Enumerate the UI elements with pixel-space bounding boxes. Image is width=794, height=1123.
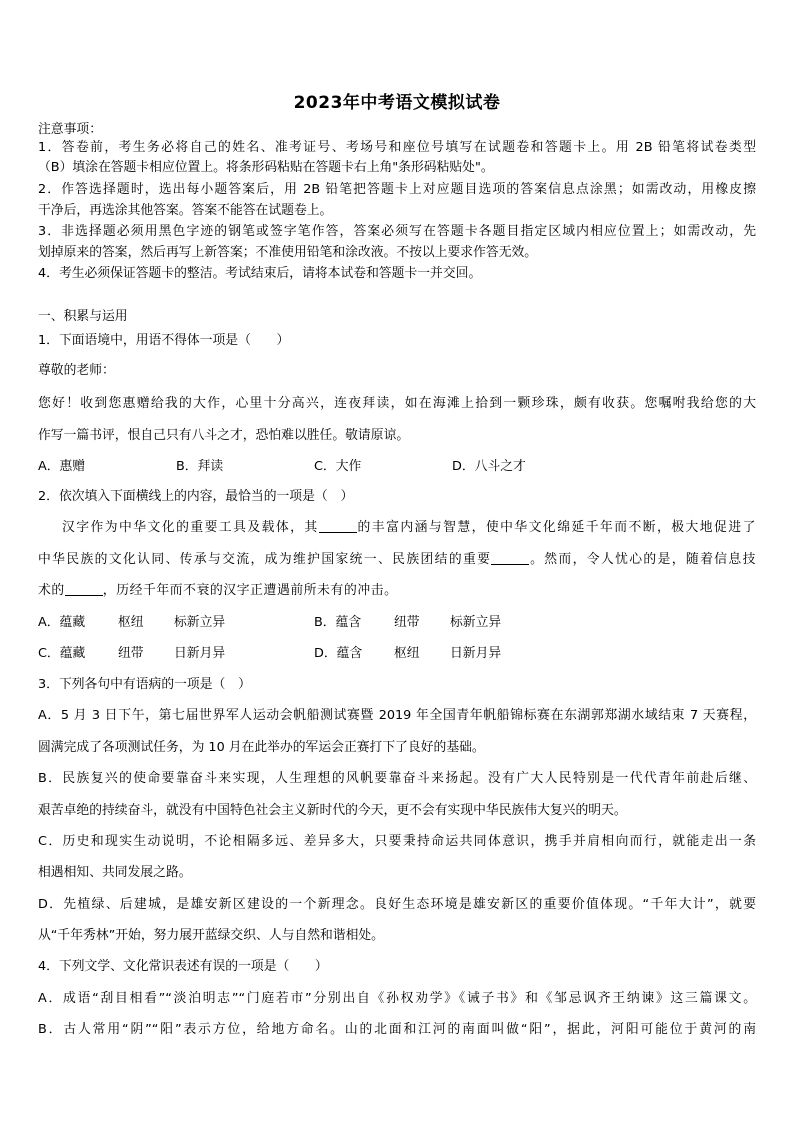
question-1-salutation: 尊敬的老师：	[38, 363, 115, 378]
notice-line-6: 划掉原来的答案，然后再写上新答案；不准使用铅笔和涂改液。不按以上要求作答无效。	[38, 245, 538, 260]
fill-blank-1	[319, 520, 357, 533]
question-3-stem: 3．下列各句中有语病的一项是（ ）	[38, 677, 251, 692]
question-2-option-a-word-3: 标新立异	[174, 615, 226, 630]
question-2-option-d-word-2: 枢纽	[394, 646, 420, 661]
page-title: 2023年中考语文模拟试卷	[293, 93, 501, 113]
question-2-option-d: D．蕴含	[314, 646, 363, 661]
question-2-option-a-word-2: 枢纽	[118, 615, 144, 630]
question-1-option-b: B．拜读	[176, 459, 224, 474]
question-1-option-c: C．大作	[314, 459, 362, 474]
question-3-option-a-line-1: A．5 月 3 日下午，第七届世界军人运动会帆船测试赛暨 2019 年全国青年帆船锦标赛在东湖郭郑湖水域结束 7 天赛程，	[38, 708, 756, 723]
question-2-stem: 2．依次填入下面横线上的内容，最恰当的一项是（ ）	[38, 489, 354, 504]
question-2-passage-line-3: 术的 ，历经千年而不衰的汉字正遭遇前所未有的冲击。	[38, 583, 398, 598]
notice-line-4: 干净后，再选涂其他答案。答案不能答在试题卷上。	[38, 203, 333, 218]
question-4-option-b-line-1: B．古人常用“阴”“阳”表示方位，给地方命名。山的北面和江河的南面叫做“阳”，据此，河阳可能位于黄河的南	[38, 1022, 756, 1037]
question-3-option-b-line-2: 艰苦卓绝的持续奋斗，就没有中国特色社会主义新时代的今天，更不会有实现中华民族伟大复兴的明天。	[38, 803, 627, 818]
question-3-option-c-line-1: C．历史和现实生动说明，不论相隔多远、差异多大，只要秉持命运共同体意识，携手并肩相向而行，就能走出一条	[38, 834, 756, 849]
question-3-option-d-line-2: 从“千年秀林”开始，努力展开蓝绿交织、人与自然和谐相处。	[38, 928, 384, 943]
notice-line-5: 3．非选择题必须用黑色字迹的钢笔或签字笔作答，答案必须写在答题卡各题目指定区域内相应位置上；如需改动，先	[38, 224, 756, 239]
notice-line-7: 4．考生必须保证答题卡的整洁。考试结束后，请将本试卷和答题卡一并交回。	[38, 266, 482, 281]
question-3-option-b-line-1: B．民族复兴的使命要靠奋斗来实现，人生理想的风帆要靠奋斗来扬起。没有广大人民特别是一代代青年前赴后继、	[38, 771, 756, 786]
question-2-option-d-word-3: 日新月异	[450, 646, 502, 661]
notice-line-2: （B）填涂在答题卡相应位置上。将条形码粘贴在答题卡右上角"条形码粘贴处"。	[38, 160, 494, 175]
question-3-option-d-line-1: D．先植绿、后建城，是雄安新区建设的一个新理念。良好生态环境是雄安新区的重要价值体现。“千年大计”，就要	[38, 897, 756, 912]
section-heading: 一、积累与运用	[38, 309, 128, 324]
question-4-stem: 4．下列文学、文化常识表述有误的一项是（ ）	[38, 959, 328, 974]
question-2-passage-line-1: 汉字作为中华文化的重要工具及载体，其 的丰富内涵与智慧，使中华文化绵延千年而不断，极大地促进了	[62, 520, 756, 535]
question-1-stem: 1．下面语境中，用语不得体一项是（ ）	[38, 333, 290, 348]
question-2-option-b-word-2: 纽带	[394, 615, 420, 630]
fill-blank-2	[491, 552, 529, 565]
question-1-letter-line-1: 您好！收到您惠赠给我的大作，心里十分高兴，连夜拜读，如在海滩上拾到一颗珍珠，颇有收获。您嘱咐我给您的大	[38, 396, 756, 411]
question-3-option-c-line-2: 相遇相知、共同发展之路。	[38, 865, 192, 880]
question-2-option-a: A．蕴藏	[38, 615, 86, 630]
question-1-option-d: D．八斗之才	[452, 459, 526, 474]
question-2-option-c: C．蕴藏	[38, 646, 86, 661]
question-2-option-c-word-2: 纽带	[118, 646, 144, 661]
question-2-option-b: B．蕴含	[314, 615, 362, 630]
question-1-letter-line-2: 作写一篇书评，恨自己只有八斗之才，恐怕难以胜任。敬请原谅。	[38, 428, 410, 443]
question-2-option-c-word-3: 日新月异	[174, 646, 226, 661]
notice-heading: 注意事项：	[38, 122, 102, 137]
notice-line-3: 2．作答选择题时，选出每小题答案后，用 2B 铅笔把答题卡上对应题目选项的答案信息点涂黑；如需改动，用橡皮擦	[38, 182, 756, 197]
question-3-option-a-line-2: 圆满完成了各项测试任务，为 10 月在此举办的军运会正赛打下了良好的基础。	[38, 740, 485, 755]
question-1-option-a: A．惠赠	[38, 459, 86, 474]
question-2-option-b-word-3: 标新立异	[450, 615, 502, 630]
notice-line-1: 1．答卷前，考生务必将自己的姓名、准考证号、考场号和座位号填写在试题卷和答题卡上。用 2B 铅笔将试卷类型	[38, 140, 756, 155]
fill-blank-3	[65, 583, 103, 596]
question-2-passage-line-2: 中华民族的文化认同、传承与交流，成为维护国家统一、民族团结的重要 。然而，令人忧心的是，随着信息技	[38, 552, 756, 567]
question-4-option-a: A．成语“刮目相看”“淡泊明志”“门庭若市”分别出自《孙权劝学》《诫子书》和《邹忌讽齐王纳谏》这三篇课文。	[38, 991, 756, 1006]
